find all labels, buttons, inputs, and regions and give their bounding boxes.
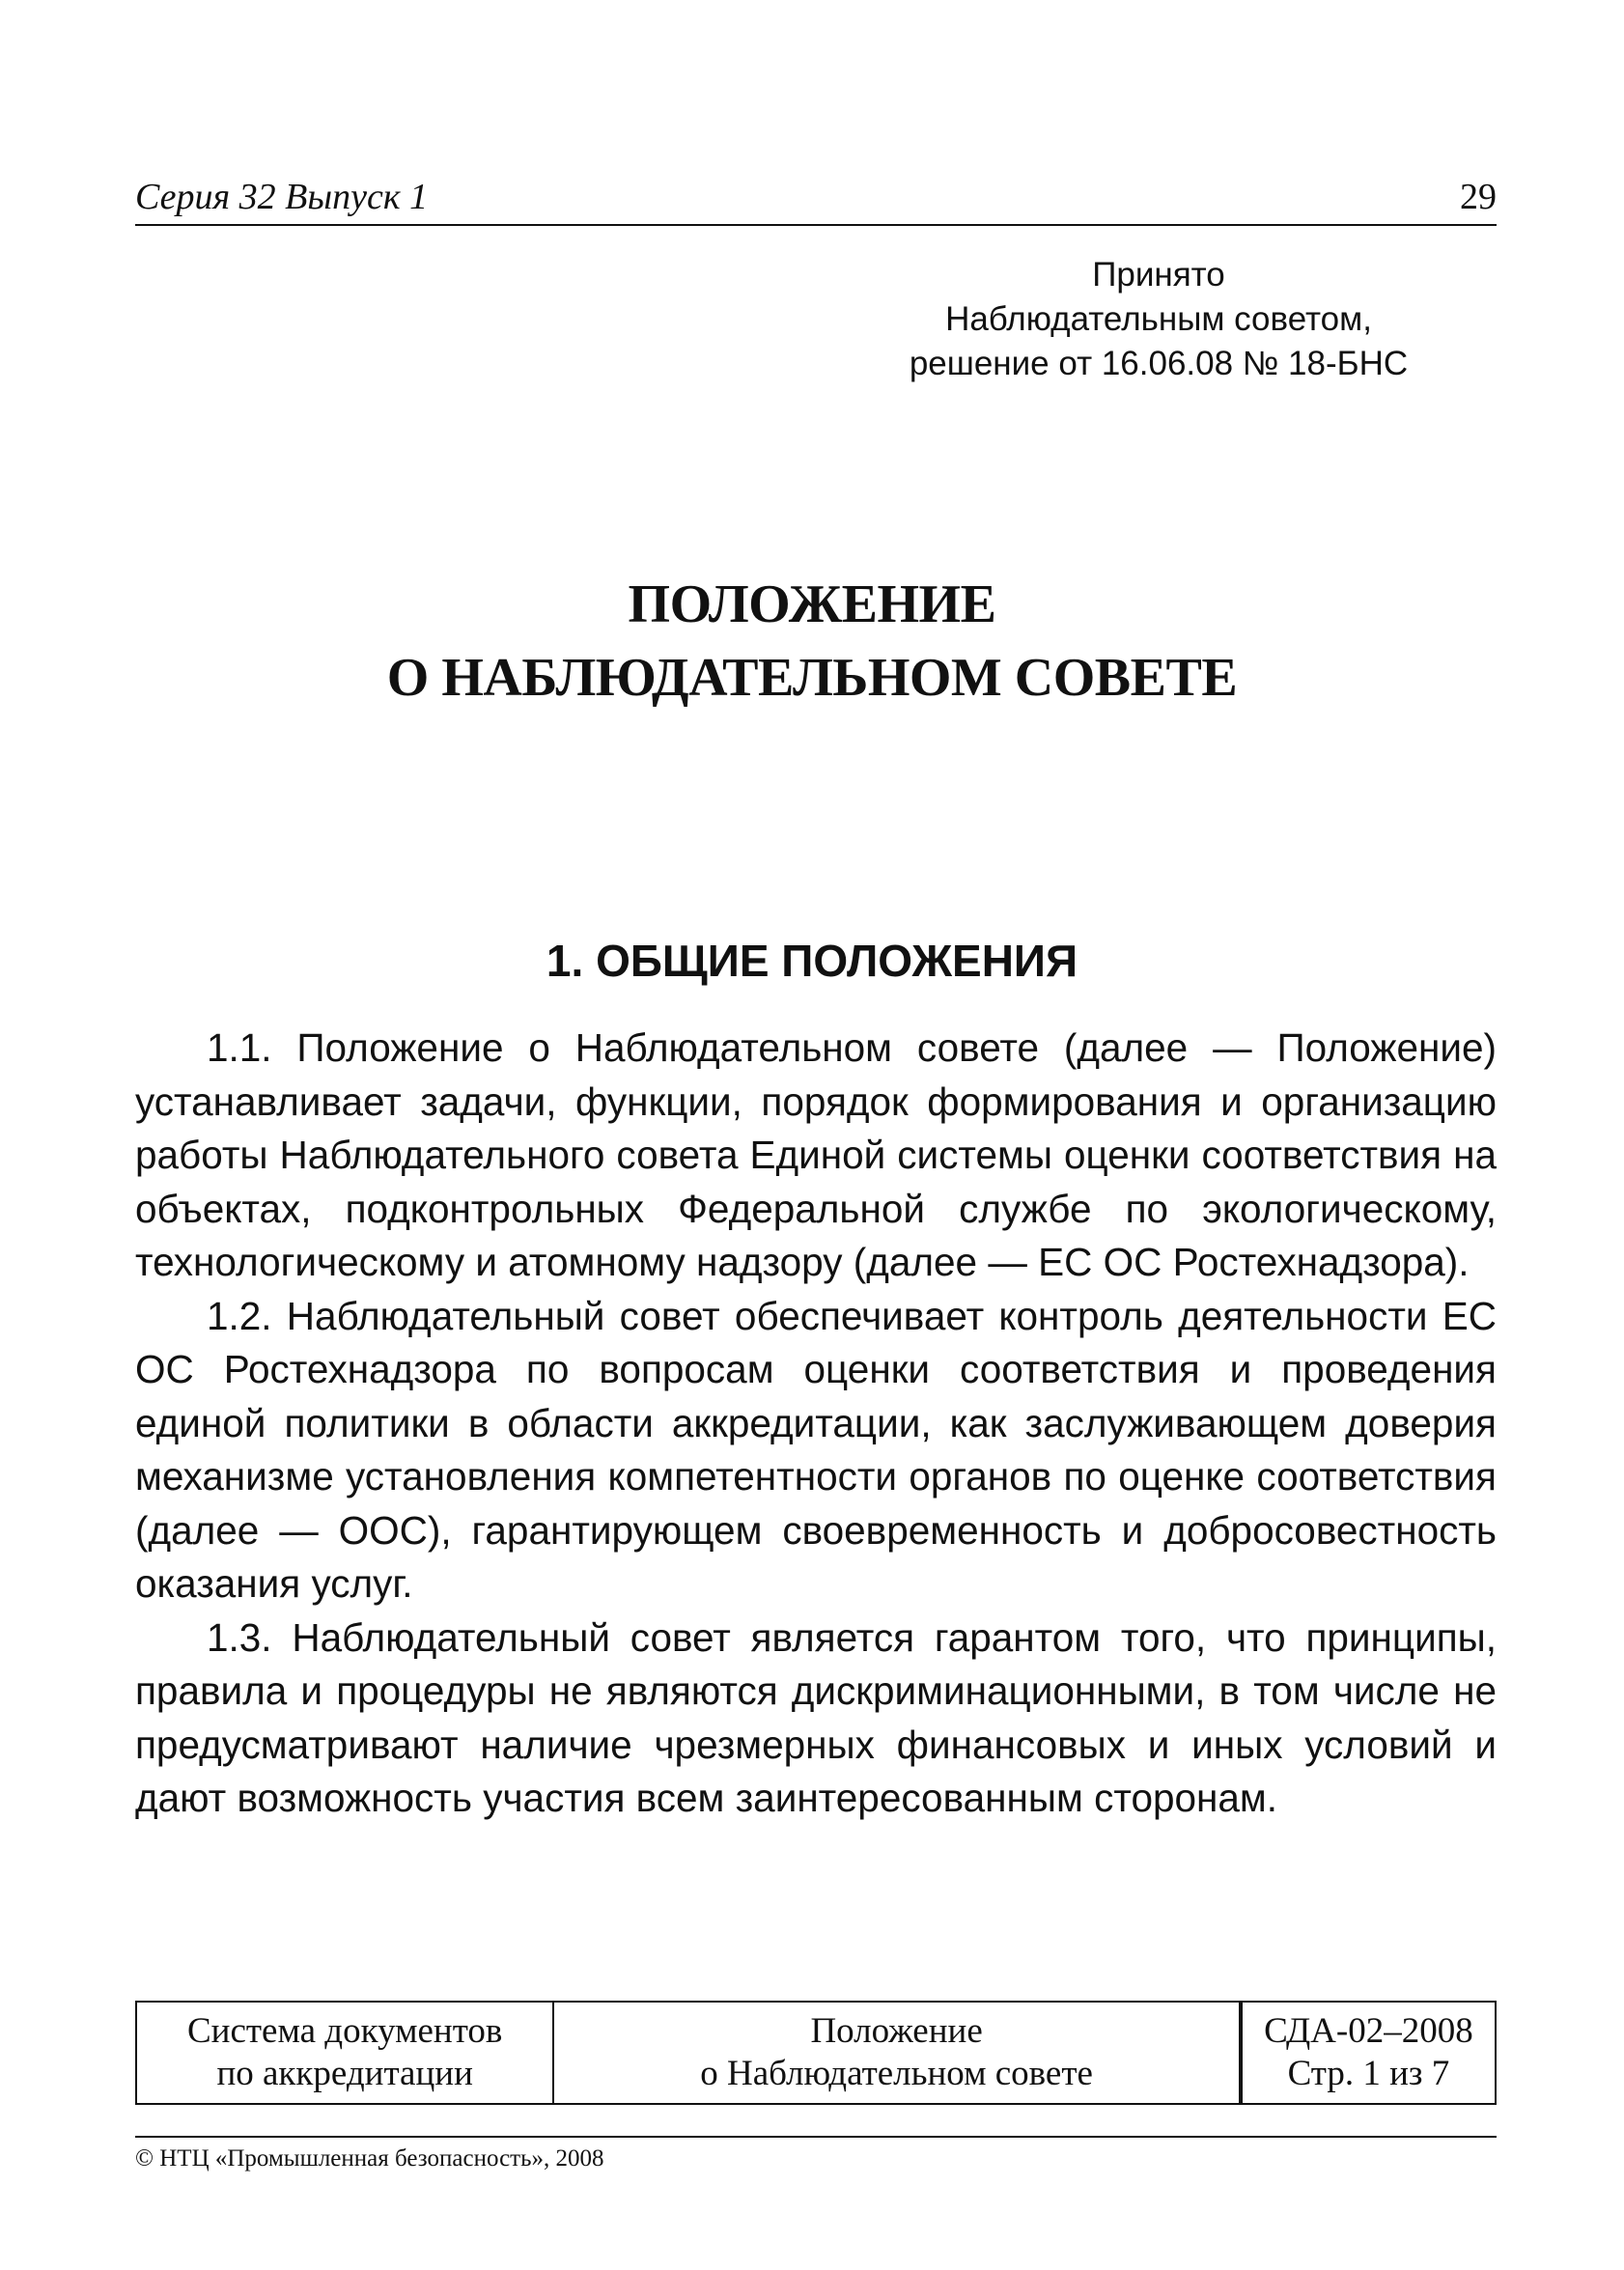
paragraph-1-3: 1.3. Наблюдательный совет является гарантом того, что принципы, правила и процедуры не являются дискриминационными, в том числе не предусматривают наличие чрезмерных финансовых и иных условий и дают возможность участия всем заинтересованным сторонам. <box>135 1614 1497 1820</box>
document-info-table <box>135 2001 1497 2105</box>
adoption-note <box>821 253 1497 386</box>
doc-title-line-1: Положение <box>810 2011 983 2051</box>
page-number: 29 <box>1460 177 1497 217</box>
doc-system-cell <box>136 2002 553 2104</box>
footer-divider <box>135 2136 1497 2138</box>
running-header <box>135 166 1497 226</box>
document-title <box>0 568 1624 715</box>
doc-code-cell <box>1241 2002 1496 2104</box>
section-body <box>135 1022 1497 1826</box>
doc-page-count: Стр. 1 из 7 <box>1287 2054 1450 2093</box>
paragraph-1-2: 1.2. Наблюдательный совет обеспечивает контроль деятельности ЕС ОС Ростехнадзора по вопросам оценки соответствия и проведения единой политики в области аккредитации, как заслуживающем доверия механизме установления компетентности органов по оценке соответствия (далее — ООС), гарантирующем своевременность и добросовестность оказания услуг. <box>135 1293 1497 1606</box>
title-line-1: ПОЛОЖЕНИЕ <box>628 575 996 634</box>
doc-title-line-2: о Наблюдательном совете <box>700 2054 1093 2093</box>
adoption-line-3: решение от 16.06.08 № 18-БНС <box>909 345 1409 382</box>
series-label: Серия 32 Выпуск 1 <box>135 177 429 217</box>
adoption-line-2: Наблюдательным советом, <box>945 300 1372 338</box>
title-line-2: О НАБЛЮДАТЕЛЬНОМ СОВЕТЕ <box>386 648 1238 708</box>
doc-system-line-1: Система документов <box>186 2011 503 2051</box>
section-heading: 1. ОБЩИЕ ПОЛОЖЕНИЯ <box>546 936 1078 986</box>
footer-copyright: © НТЦ «Промышленная безопасность», 2008 <box>135 2145 604 2172</box>
adoption-line-1: Принято <box>1092 256 1225 294</box>
doc-system-line-2: по аккредитации <box>216 2054 473 2093</box>
doc-title-cell <box>553 2002 1241 2104</box>
paragraph-1-1: 1.1. Положение о Наблюдательном совете (далее — Положение) устанавливает задачи, функции, порядок формирования и организацию работы Наблюдательного совета Единой системы оценки соответствия на объектах, подконтрольных Федеральной службе по экологическому, технологическому и атомному надзору (далее — ЕС ОС Ростехнадзора). <box>135 1025 1497 1284</box>
doc-code: СДА-02–2008 <box>1264 2011 1473 2051</box>
